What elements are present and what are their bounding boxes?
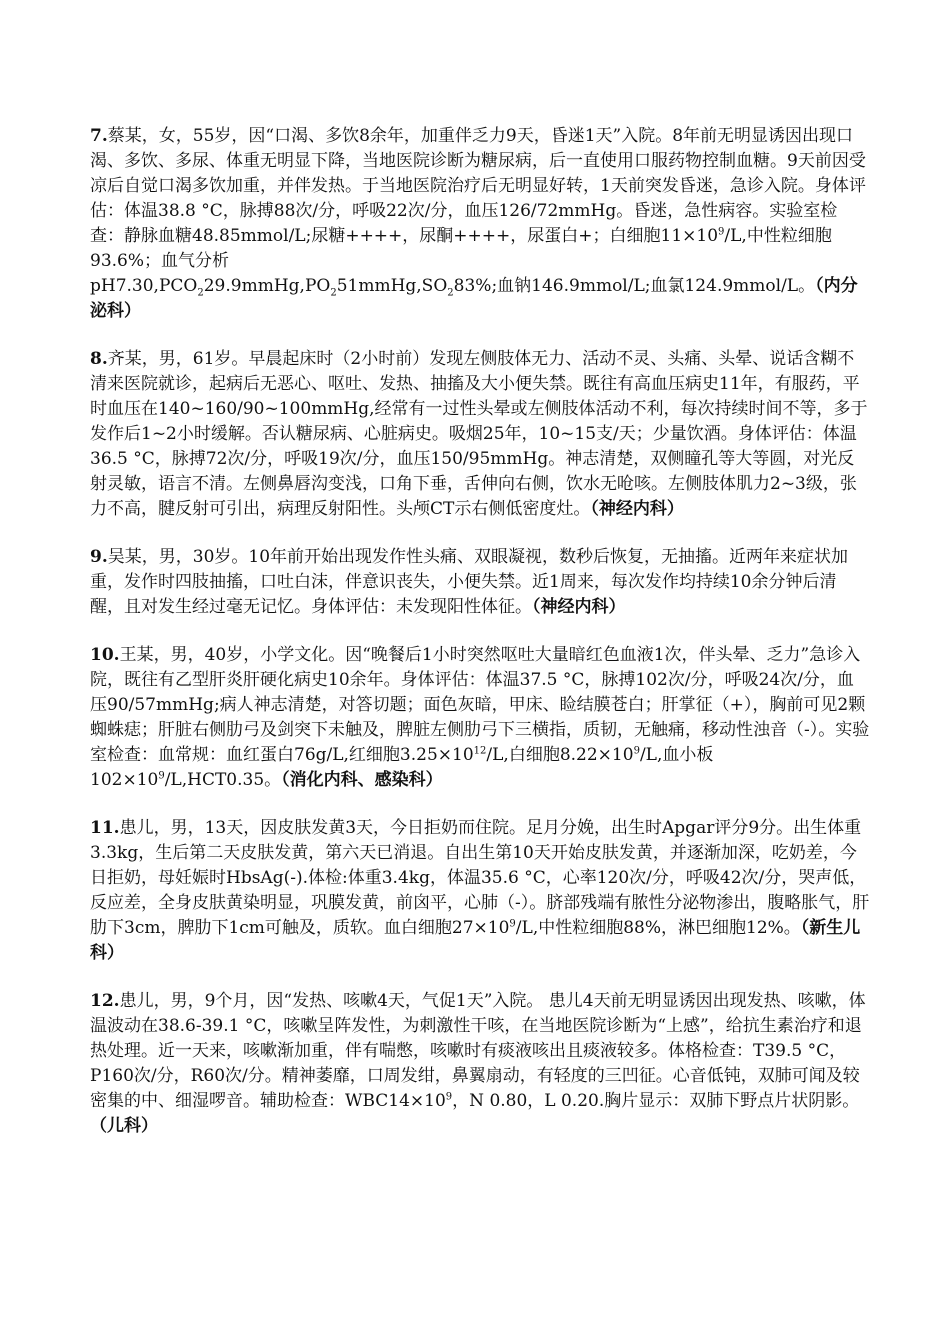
case-7 (90, 124, 870, 324)
case-number: 9. (90, 547, 108, 567)
department-label: （内分泌科） (90, 276, 858, 321)
case-text: 51mmHg,SO (336, 276, 448, 296)
case-text: /L,HCT0.35。 (164, 770, 282, 790)
case-text: 王某，男，40岁，小学文化。因“晚餐后1小时突然呕吐大量暗红色血液1次，伴头晕、乏力”急诊入院，既往有乙型肝炎肝硬化病史10余年。身体评估：体温37.5 °C，脉搏102次/分，呼吸24次/分，血压90/57mmHg;病人神志清楚，对答切题；面色灰暗，甲床、睑结膜苍白；肝掌征（+），胸前可见2颗蜘蛛痣；肝脏右侧肋弓及剑突下未触及，脾脏左侧肋弓下三横指，质韧，无触痛，移动性浊音（-）。实验室检查：血常规：血红蛋白76g/L,红细胞3.25×10 (90, 645, 870, 765)
case-text: ，N 0.80，L 0.20.胸片显示：双肺下野点片状阴影。 (452, 1091, 860, 1111)
subscript: 2 (447, 287, 454, 299)
case-text: /L,血小板102×10 (90, 745, 714, 790)
case-number: 12. (90, 991, 120, 1011)
case-text: 蔡某，女，55岁，因“口渴、多饮8余年，加重伴乏力9天，昏迷1天”入院。8年前无明显诱因出现口渴、多饮、多尿、体重无明显下降，当地医院诊断为糖尿病，后一直使用口服药物控制血糖。9天前因受凉后自觉口渴多饮加重，并伴发热。于当地医院治疗后无明显好转，1天前突发昏迷，急诊入院。身体评估：体温38.8 °C，脉搏88次/分，呼吸22次/分，血压126/72mmHg。昏迷，急性病容。实验室检查：静脉血糖48.85mmol/L;尿糖++++，尿酮++++，尿蛋白+；白细胞11×10 (90, 126, 866, 246)
case-text: 患儿，男，9个月，因“发热、咳嗽4天，气促1天”入院。 患儿4天前无明显诱因出现发热、咳嗽，体温波动在38.6-39.1 °C，咳嗽呈阵发性，为刺激性干咳，在当地医院诊断为“上感”，给抗生素治疗和退热处理。近一天来，咳嗽渐加重，伴有喘憋，咳嗽时有痰液咳出且痰液较多。体格检查：T39.5 °C，P160次/分，R60次/分。精神萎靡，口周发绀，鼻翼扇动，有轻度的三凹征。心音低钝，双肺可闻及较密集的中、细湿啰音。辅助检查：WBC14×10 (90, 991, 866, 1111)
case-number: 8. (90, 349, 108, 369)
case-number: 7. (90, 126, 108, 146)
case-text: 齐某，男，61岁。早晨起床时（2小时前）发现左侧肢体无力、活动不灵、头痛、头晕、说话含糊不清来医院就诊，起病后无恶心、呕吐、发热、抽搐及大小便失禁。既往有高血压病史11年，有服药，平时血压在140~160/90~100mmHg,经常有一过性头晕或左侧肢体活动不利，每次持续时间不等，多于发作后1~2小时缓解。否认糖尿病、心脏病史。吸烟25年，10~15支/天；少量饮酒。身体评估：体温36.5 °C，脉搏72次/分，呼吸19次/分，血压150/95mmHg。神志清楚，双侧瞳孔等大等圆，对光反射灵敏，语言不清。左侧鼻唇沟变浅，口角下垂，舌伸向右侧，饮水无呛咳。左侧肢体肌力2~3级，张力不高，腱反射可引出，病理反射阳性。头颅CT示右侧低密度灶。 (90, 349, 868, 519)
case-11 (90, 816, 870, 966)
case-text: /L,中性粒细胞93.6%；血气分析 (90, 226, 832, 271)
case-8 (90, 347, 870, 522)
subscript: 2 (330, 287, 337, 299)
case-9 (90, 545, 870, 620)
superscript: 9 (445, 1091, 453, 1103)
department-label: （新生儿科） (90, 918, 861, 963)
case-number: 10. (90, 645, 120, 665)
case-text: /L,白细胞8.22×10 (486, 745, 634, 765)
case-text: /L,中性粒细胞88%，淋巴细胞12%。 (515, 918, 801, 938)
department-label: （儿科） (90, 1116, 158, 1136)
superscript: 9 (509, 918, 516, 930)
case-text: 患儿，男，13天，因皮肤发黄3天，今日拒奶而住院。足月分娩，出生时Apgar评分9分。出生体重3.3kg，生后第二天皮肤发黄，第六天已消退。自出生第10天开始皮肤发黄，并逐渐加深，吃奶差，今日拒奶，母妊娠时HbsAg(-).体检:体重3.4kg，体温35.6 °C，心率120次/分，呼吸42次/分，哭声低，反应差，全身皮肤黄染明显，巩膜发黄，前囟平，心肺（-）。脐部残端有脓性分泌物渗出，腹略胀气，肝肋下3cm，脾肋下1cm可触及，质软。血白细胞27×10 (90, 818, 870, 938)
case-text: pH7.30,PCO (90, 276, 198, 296)
case-text: 29.9mmHg,PO (203, 276, 331, 296)
case-text: 83%;血钠146.9mmol/L;血氯124.9mmol/L。 (453, 276, 816, 296)
department-label: （神经内科） (590, 499, 684, 519)
case-12 (90, 989, 870, 1139)
case-10 (90, 643, 870, 793)
department-label: （神经内科） (532, 597, 626, 617)
case-text: 吴某，男，30岁。10年前开始出现发作性头痛、双眼凝视，数秒后恢复，无抽搐。近两年来症状加重，发作时四肢抽搐，口吐白沫，伴意识丧失，小便失禁。近1周来，每次发作均持续10余分钟后清醒，且对发生经过毫无记忆。身体评估：未发现阳性体征。 (90, 547, 849, 617)
superscript: 9 (158, 770, 165, 782)
case-number: 11. (90, 818, 120, 838)
department-label: （消化内科、感染科） (281, 770, 443, 790)
superscript: 9 (718, 226, 725, 238)
superscript: 9 (633, 745, 640, 757)
subscript: 2 (197, 287, 204, 299)
superscript: 12 (473, 745, 487, 757)
